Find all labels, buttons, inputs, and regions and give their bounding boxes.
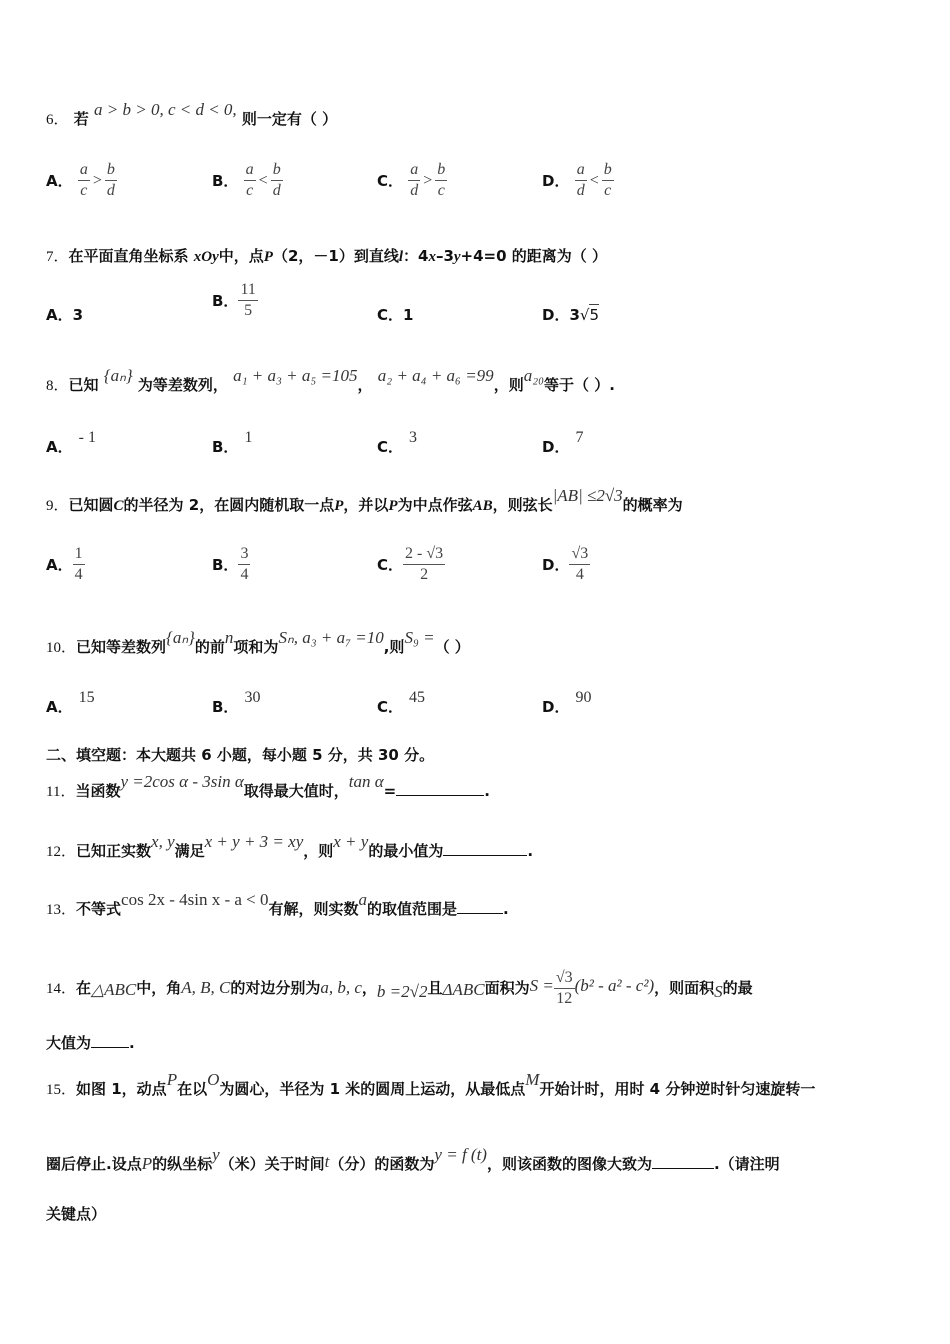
q6-condition: a > b > 0, c < d < 0,: [94, 100, 237, 119]
q10-option-c: C．45: [377, 689, 426, 716]
q6-prefix: 若: [73, 110, 89, 128]
q9-option-d: D． $\frac{√3}{4}$: [542, 545, 589, 583]
q8-option-a: A．- 1: [46, 429, 96, 456]
q9-c-fraction: $\frac{2 - √3}{2}$: [405, 545, 444, 583]
q6-option-c: C． $\frac{a}{d}$ > $\frac{b}{c}$: [377, 161, 446, 199]
q7-option-b: B． $\frac{11}{5}$: [212, 281, 256, 319]
q9-option-b: B． $\frac{3}{4}$: [212, 545, 249, 583]
q14-area-fraction: $\frac{√3}{12}$: [555, 969, 573, 1007]
q13-answer-blank[interactable]: [457, 899, 503, 914]
q11-function: y =2cos α - 3sin α: [120, 772, 244, 791]
q6-number: 6．: [46, 112, 69, 128]
q12-answer-blank[interactable]: [443, 841, 527, 856]
question-12-stem: 12．已知正实数x, y满足x + y + 3 = xy，则x + y的最小值为 .: [46, 832, 534, 860]
q9-condition: |AB| ≤2√3: [552, 486, 623, 505]
q9-option-a: A． $\frac{1}{4}$: [46, 545, 83, 583]
q8-term: a₂₀: [523, 366, 545, 385]
q6-option-d: D． $\frac{a}{d}$ < $\frac{b}{c}$: [542, 161, 612, 199]
q12-condition: x + y + 3 = xy: [204, 832, 304, 851]
q9-d-fraction: $\frac{√3}{4}$: [571, 545, 589, 583]
q6-a-left-fraction: $\frac{a}{c}$: [79, 161, 88, 199]
q6-b-right-fraction: $\frac{b}{d}$: [272, 161, 281, 199]
question-15-continued: 圈后停止.设点P的纵坐标y（米）关于时间t（分）的函数为y = f (t)，则该函数的图像大致为 .（请注明: [46, 1145, 780, 1173]
q15-function: y = f (t): [434, 1145, 487, 1164]
question-8-stem: 8．已知 {aₙ} 为等差数列， a₁ + a₃ + a₅ =105， a₂ + a₄ + a₆ =99，则a₂₀等于（ ）.: [46, 366, 615, 394]
q7-option-a: A．3: [46, 306, 84, 324]
q6-option-a: A． $\frac{a}{c}$ > $\frac{b}{d}$: [46, 161, 115, 199]
question-9-stem: 9．已知圆C的半径为 2，在圆内随机取一点P，并以P为中点作弦AB，则弦长|AB| ≤2√3的概率为: [46, 486, 683, 514]
q10-expression: Sₙ, a₃ + a₇ =10: [278, 628, 384, 647]
question-6-stem: [46, 100, 930, 129]
question-7-stem: 7．在平面直角坐标系 xOy中，点P（2，－1）到直线l：4x–3y+4=0 的距离为（ ）: [46, 247, 608, 265]
q9-option-c: C． $\frac{2 - √3}{2}$: [377, 545, 444, 583]
q6-c-left-fraction: $\frac{a}{d}$: [410, 161, 419, 199]
question-11-stem: 11．当函数y =2cos α - 3sin α取得最大值时，tan α= .: [46, 772, 490, 800]
q8-option-d: D．7: [542, 429, 584, 456]
q9-b-fraction: $\frac{3}{4}$: [240, 545, 249, 583]
q14-answer-blank[interactable]: [91, 1033, 129, 1048]
question-14-stem: 14．在△ABC中，角A, B, C的对边分别为a, b, c，b =2√2且ΔABC面积为S = $\frac{√3}{12}$ (b² - a² - c²)，则面积S的最: [46, 969, 753, 1007]
q6-a-right-fraction: $\frac{b}{d}$: [106, 161, 115, 199]
question-14-continued: 大值为 .: [46, 1034, 135, 1052]
section-2-heading: 二、填空题：本大题共 6 小题，每小题 5 分，共 30 分。: [46, 746, 435, 764]
q7-option-d: D．3√5: [542, 306, 599, 324]
q15-answer-blank[interactable]: [652, 1154, 714, 1169]
q10-option-b: B．30: [212, 689, 261, 716]
q10-option-d: D．90: [542, 689, 592, 716]
q8-option-b: B．1: [212, 429, 253, 456]
q6-c-right-fraction: $\frac{b}{c}$: [437, 161, 446, 199]
q6-d-left-fraction: $\frac{a}{d}$: [576, 161, 585, 199]
q11-answer-blank[interactable]: [396, 781, 484, 796]
q10-option-a: A．15: [46, 689, 95, 716]
q6-d-right-fraction: $\frac{b}{c}$: [603, 161, 612, 199]
q6-b-left-fraction: $\frac{a}{c}$: [245, 161, 254, 199]
q13-inequality: cos 2x - 4sin x - a < 0: [121, 890, 269, 909]
q7-option-c: C．1: [377, 306, 414, 324]
q8-equation-2: a₂ + a₄ + a₆ =99: [377, 366, 494, 385]
q8-sequence: {aₙ}: [103, 366, 133, 385]
q6-option-b: B． $\frac{a}{c}$ < $\frac{b}{d}$: [212, 161, 281, 199]
q8-equation-1: a₁ + a₃ + a₅ =105: [233, 366, 358, 385]
question-10-stem: 10．已知等差数列{aₙ}的前n项和为Sₙ, a₃ + a₇ =10,则S₉ =（ ）: [46, 628, 470, 656]
q8-option-c: C．3: [377, 429, 418, 456]
q9-a-fraction: $\frac{1}{4}$: [74, 545, 83, 583]
question-15-note: 关键点）: [46, 1205, 107, 1223]
q6-suffix: 则一定有（ ）: [241, 110, 338, 128]
question-13-stem: 13．不等式cos 2x - 4sin x - a < 0有解，则实数a的取值范围是 .: [46, 890, 509, 918]
q7-b-fraction: $\frac{11}{5}$: [240, 281, 256, 319]
question-15-stem: 15．如图 1，动点P在以O为圆心，半径为 1 米的圆周上运动，从最低点M开始计时，用时 4 分钟逆时针匀速旋转一: [46, 1070, 816, 1098]
